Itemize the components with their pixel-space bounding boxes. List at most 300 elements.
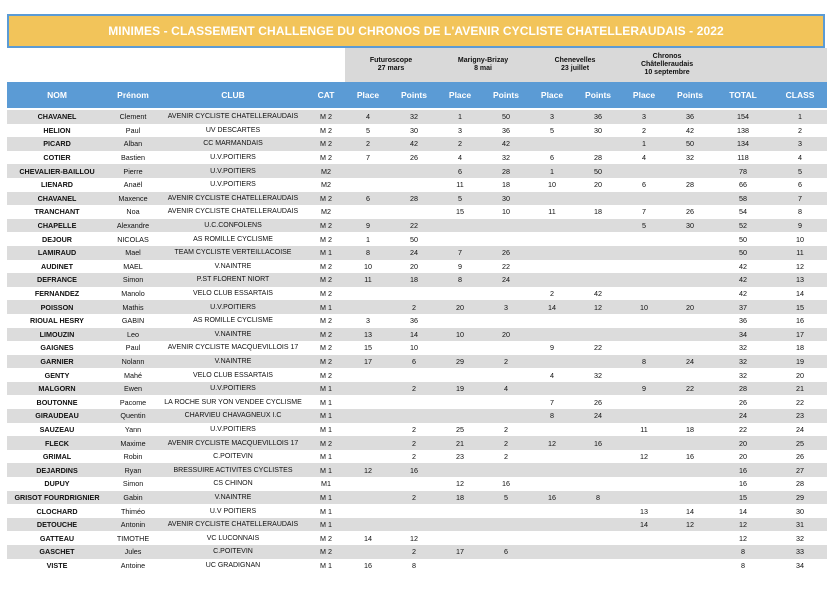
cell-cat: M 1 — [307, 559, 345, 573]
cell-club: BRESSUIRE ACTIVITES CYCLISTES — [159, 463, 307, 477]
cell-place-race2: 1 — [437, 109, 483, 124]
cell-place-race4: 14 — [621, 518, 667, 532]
cell-points-race3: 20 — [575, 178, 621, 192]
cell-place-race3: 12 — [529, 436, 575, 450]
cell-points-race1: 28 — [391, 192, 437, 206]
cell-club: AS ROMILLE CYCLISME — [159, 314, 307, 328]
cell-nom: LIMOUZIN — [7, 328, 107, 342]
cell-class: 15 — [773, 300, 827, 314]
cell-total: 42 — [713, 273, 773, 287]
cell-points-race3 — [575, 192, 621, 206]
cell-total: 118 — [713, 151, 773, 165]
cell-total: 37 — [713, 300, 773, 314]
table-row — [7, 477, 827, 491]
cell-place-race1 — [345, 491, 391, 505]
cell-place-race1: 13 — [345, 328, 391, 342]
race-header-blank-right — [713, 48, 827, 82]
cell-points-race1: 10 — [391, 341, 437, 355]
cell-place-race4 — [621, 545, 667, 559]
cell-cat: M2 — [307, 205, 345, 219]
cell-points-race2: 16 — [483, 477, 529, 491]
cell-place-race4: 2 — [621, 124, 667, 138]
cell-place-race4: 8 — [621, 355, 667, 369]
race-header-chenevelles — [529, 48, 621, 82]
cell-points-race4: 24 — [667, 355, 713, 369]
cell-nom: PICARD — [7, 137, 107, 151]
cell-cat: M2 — [307, 178, 345, 192]
cell-place-race2 — [437, 219, 483, 233]
cell-place-race3: 9 — [529, 341, 575, 355]
cell-total: 28 — [713, 382, 773, 396]
cell-total: 42 — [713, 287, 773, 301]
cell-points-race2: 10 — [483, 205, 529, 219]
cell-points-race4 — [667, 164, 713, 178]
cell-total: 50 — [713, 246, 773, 260]
cell-total: 36 — [713, 314, 773, 328]
cell-place-race2: 23 — [437, 450, 483, 464]
cell-prenom: Mael — [107, 246, 159, 260]
cell-points-race4 — [667, 328, 713, 342]
cell-nom: CHAVANEL — [7, 192, 107, 206]
cell-total: 12 — [713, 531, 773, 545]
cell-place-race1: 2 — [345, 137, 391, 151]
cell-total: 54 — [713, 205, 773, 219]
cell-cat: M 2 — [307, 192, 345, 206]
cell-prenom: MAEL — [107, 260, 159, 274]
cell-place-race1: 12 — [345, 463, 391, 477]
cell-club: CHARVIEU CHAVAGNEUX I.C — [159, 409, 307, 423]
cell-place-race1: 14 — [345, 531, 391, 545]
race-header-row — [7, 48, 827, 82]
cell-place-race3 — [529, 518, 575, 532]
cell-points-race3 — [575, 314, 621, 328]
cell-place-race3: 16 — [529, 491, 575, 505]
cell-place-race4 — [621, 341, 667, 355]
cell-nom: COTIER — [7, 151, 107, 165]
cell-place-race4 — [621, 246, 667, 260]
cell-points-race4 — [667, 531, 713, 545]
cell-prenom: Ryan — [107, 463, 159, 477]
cell-points-race1: 32 — [391, 109, 437, 124]
cell-points-race2: 30 — [483, 192, 529, 206]
cell-points-race1: 14 — [391, 328, 437, 342]
cell-cat: M 2 — [307, 137, 345, 151]
cell-cat: M 2 — [307, 124, 345, 138]
cell-points-race2: 20 — [483, 328, 529, 342]
cell-place-race2 — [437, 314, 483, 328]
cell-place-race3 — [529, 477, 575, 491]
cell-place-race2: 10 — [437, 328, 483, 342]
cell-place-race3 — [529, 192, 575, 206]
cell-prenom: Mathis — [107, 300, 159, 314]
cell-prenom: Clement — [107, 109, 159, 124]
cell-points-race4 — [667, 463, 713, 477]
table-row — [7, 423, 827, 437]
table-row — [7, 109, 827, 124]
cell-points-race3: 32 — [575, 368, 621, 382]
cell-points-race1 — [391, 477, 437, 491]
cell-prenom: Thiméo — [107, 504, 159, 518]
cell-place-race4 — [621, 395, 667, 409]
cell-points-race3 — [575, 260, 621, 274]
cell-points-race1: 2 — [391, 545, 437, 559]
cell-total: 134 — [713, 137, 773, 151]
cell-class: 22 — [773, 395, 827, 409]
cell-place-race1: 3 — [345, 314, 391, 328]
cell-total: 16 — [713, 463, 773, 477]
cell-cat: M 2 — [307, 341, 345, 355]
cell-nom: LIENARD — [7, 178, 107, 192]
cell-club: VELO CLUB ESSARTAIS — [159, 368, 307, 382]
cell-nom: VISTE — [7, 559, 107, 573]
cell-place-race1 — [345, 368, 391, 382]
cell-cat: M 1 — [307, 423, 345, 437]
cell-points-race4 — [667, 368, 713, 382]
cell-points-race4: 30 — [667, 219, 713, 233]
cell-points-race1 — [391, 395, 437, 409]
cell-points-race1: 2 — [391, 491, 437, 505]
cell-place-race1 — [345, 205, 391, 219]
cell-points-race1: 50 — [391, 232, 437, 246]
cell-points-race3: 16 — [575, 436, 621, 450]
cell-place-race2 — [437, 504, 483, 518]
cell-prenom: Alexandre — [107, 219, 159, 233]
table-row — [7, 382, 827, 396]
cell-club: TEAM CYCLISTE VERTEILLACOISE — [159, 246, 307, 260]
cell-points-race3: 50 — [575, 164, 621, 178]
cell-points-race3: 30 — [575, 124, 621, 138]
cell-points-race3 — [575, 423, 621, 437]
cell-club: V.NAINTRE — [159, 260, 307, 274]
cell-nom: AUDINET — [7, 260, 107, 274]
cell-place-race3 — [529, 545, 575, 559]
cell-points-race1: 20 — [391, 260, 437, 274]
cell-points-race1: 12 — [391, 531, 437, 545]
cell-total: 78 — [713, 164, 773, 178]
cell-class: 33 — [773, 545, 827, 559]
cell-place-race3 — [529, 137, 575, 151]
cell-place-race2 — [437, 463, 483, 477]
cell-points-race1 — [391, 504, 437, 518]
cell-total: 50 — [713, 232, 773, 246]
cell-club: AS ROMILLE CYCLISME — [159, 232, 307, 246]
cell-points-race2: 4 — [483, 382, 529, 396]
cell-place-race2: 18 — [437, 491, 483, 505]
cell-prenom: Robin — [107, 450, 159, 464]
race-header-chronos — [621, 48, 713, 82]
col-nom: NOM — [7, 82, 107, 109]
cell-place-race4: 11 — [621, 423, 667, 437]
cell-class: 28 — [773, 477, 827, 491]
table-row — [7, 545, 827, 559]
cell-cat: M 2 — [307, 355, 345, 369]
cell-class: 9 — [773, 219, 827, 233]
cell-place-race4: 1 — [621, 137, 667, 151]
cell-points-race4: 14 — [667, 504, 713, 518]
cell-cat: M 1 — [307, 395, 345, 409]
cell-points-race4 — [667, 260, 713, 274]
table-row — [7, 151, 827, 165]
cell-place-race4 — [621, 287, 667, 301]
table-row — [7, 328, 827, 342]
cell-place-race3: 7 — [529, 395, 575, 409]
cell-total: 8 — [713, 545, 773, 559]
table-row — [7, 341, 827, 355]
cell-class: 34 — [773, 559, 827, 573]
cell-points-race3: 36 — [575, 109, 621, 124]
cell-place-race1: 4 — [345, 109, 391, 124]
cell-points-race4 — [667, 314, 713, 328]
cell-points-race4: 18 — [667, 423, 713, 437]
cell-prenom: Quentin — [107, 409, 159, 423]
cell-place-race4 — [621, 491, 667, 505]
cell-total: 26 — [713, 395, 773, 409]
cell-total: 20 — [713, 450, 773, 464]
cell-place-race4: 12 — [621, 450, 667, 464]
cell-cat: M 2 — [307, 328, 345, 342]
table-row — [7, 559, 827, 573]
cell-points-race1: 6 — [391, 355, 437, 369]
cell-total: 58 — [713, 192, 773, 206]
cell-nom: DEJOUR — [7, 232, 107, 246]
cell-points-race4 — [667, 246, 713, 260]
cell-place-race3 — [529, 504, 575, 518]
cell-points-race3 — [575, 219, 621, 233]
cell-class: 30 — [773, 504, 827, 518]
table-row — [7, 504, 827, 518]
cell-place-race4 — [621, 164, 667, 178]
cell-club: AVENIR CYCLISTE CHATELLERAUDAIS — [159, 205, 307, 219]
cell-points-race1: 42 — [391, 137, 437, 151]
cell-place-race4 — [621, 192, 667, 206]
cell-prenom: Jules — [107, 545, 159, 559]
cell-points-race3: 24 — [575, 409, 621, 423]
cell-cat: M 2 — [307, 436, 345, 450]
cell-place-race2: 19 — [437, 382, 483, 396]
cell-class: 25 — [773, 436, 827, 450]
cell-place-race2 — [437, 368, 483, 382]
cell-nom: MALGORN — [7, 382, 107, 396]
cell-club: AVENIR CYCLISTE CHATELLERAUDAIS — [159, 518, 307, 532]
cell-points-race3 — [575, 559, 621, 573]
race-date: 27 mars — [377, 65, 405, 72]
cell-total: 32 — [713, 355, 773, 369]
cell-place-race1: 5 — [345, 124, 391, 138]
cell-points-race1: 2 — [391, 423, 437, 437]
cell-prenom: Simon — [107, 477, 159, 491]
cell-points-race2 — [483, 463, 529, 477]
cell-place-race1 — [345, 395, 391, 409]
cell-cat: M 1 — [307, 382, 345, 396]
cell-points-race1: 2 — [391, 436, 437, 450]
cell-place-race4: 5 — [621, 219, 667, 233]
cell-total: 12 — [713, 518, 773, 532]
cell-club: VC LUCONNAIS — [159, 531, 307, 545]
cell-class: 7 — [773, 192, 827, 206]
table-row — [7, 395, 827, 409]
cell-club: U.V.POITIERS — [159, 423, 307, 437]
cell-total: 15 — [713, 491, 773, 505]
cell-place-race2: 29 — [437, 355, 483, 369]
cell-prenom: TIMOTHE — [107, 531, 159, 545]
cell-prenom: Yann — [107, 423, 159, 437]
race-name: Futuroscope — [369, 57, 413, 64]
cell-points-race1 — [391, 518, 437, 532]
cell-points-race2 — [483, 232, 529, 246]
col-class: CLASS — [773, 82, 827, 109]
cell-points-race1 — [391, 178, 437, 192]
race-header-futuroscope — [345, 48, 437, 82]
cell-prenom: NICOLAS — [107, 232, 159, 246]
cell-prenom: Anaël — [107, 178, 159, 192]
col-total: TOTAL — [713, 82, 773, 109]
cell-class: 23 — [773, 409, 827, 423]
cell-place-race4: 3 — [621, 109, 667, 124]
cell-nom: DEFRANCE — [7, 273, 107, 287]
cell-cat: M 2 — [307, 151, 345, 165]
cell-place-race3 — [529, 314, 575, 328]
table-row — [7, 463, 827, 477]
cell-cat: M 2 — [307, 287, 345, 301]
cell-place-race4: 4 — [621, 151, 667, 165]
cell-nom: GIRAUDEAU — [7, 409, 107, 423]
cell-place-race2: 11 — [437, 178, 483, 192]
cell-prenom: Pacome — [107, 395, 159, 409]
table-row — [7, 450, 827, 464]
cell-points-race4 — [667, 559, 713, 573]
cell-prenom: Gabin — [107, 491, 159, 505]
cell-points-race2: 2 — [483, 423, 529, 437]
cell-cat: M 2 — [307, 219, 345, 233]
cell-class: 26 — [773, 450, 827, 464]
cell-points-race1: 24 — [391, 246, 437, 260]
cell-place-race1: 15 — [345, 341, 391, 355]
cell-cat: M 1 — [307, 491, 345, 505]
cell-place-race1: 6 — [345, 192, 391, 206]
col-club: CLUB — [159, 82, 307, 109]
cell-club: U.V.POITIERS — [159, 178, 307, 192]
cell-points-race2: 2 — [483, 450, 529, 464]
cell-cat: M 1 — [307, 518, 345, 532]
cell-total: 14 — [713, 504, 773, 518]
cell-place-race2 — [437, 409, 483, 423]
cell-points-race2: 22 — [483, 260, 529, 274]
cell-nom: GASCHET — [7, 545, 107, 559]
cell-class: 24 — [773, 423, 827, 437]
cell-points-race1: 36 — [391, 314, 437, 328]
cell-club: V.NAINTRE — [159, 328, 307, 342]
cell-prenom: Antonin — [107, 518, 159, 532]
cell-points-race1: 26 — [391, 151, 437, 165]
cell-points-race4 — [667, 545, 713, 559]
cell-cat: M 1 — [307, 504, 345, 518]
cell-place-race2: 7 — [437, 246, 483, 260]
cell-total: 32 — [713, 368, 773, 382]
cell-place-race3 — [529, 382, 575, 396]
cell-points-race2 — [483, 219, 529, 233]
cell-nom: GRIMAL — [7, 450, 107, 464]
cell-club: U.V POITIERS — [159, 504, 307, 518]
cell-points-race2: 24 — [483, 273, 529, 287]
cell-club: U.V.POITIERS — [159, 151, 307, 165]
cell-points-race3 — [575, 382, 621, 396]
cell-nom: BOUTONNE — [7, 395, 107, 409]
col-prenom: Prénom — [107, 82, 159, 109]
cell-place-race3 — [529, 355, 575, 369]
cell-class: 13 — [773, 273, 827, 287]
cell-place-race3 — [529, 423, 575, 437]
cell-place-race2: 17 — [437, 545, 483, 559]
cell-nom: RIOUAL HESRY — [7, 314, 107, 328]
cell-cat: M 2 — [307, 531, 345, 545]
cell-place-race2: 9 — [437, 260, 483, 274]
race-header-marigny — [437, 48, 529, 82]
cell-points-race1: 2 — [391, 382, 437, 396]
cell-cat: M 1 — [307, 450, 345, 464]
cell-prenom: Antoine — [107, 559, 159, 573]
table-row — [7, 531, 827, 545]
cell-place-race1 — [345, 518, 391, 532]
cell-place-race3: 4 — [529, 368, 575, 382]
cell-prenom: Leo — [107, 328, 159, 342]
page-title: MINIMES - CLASSEMENT CHALLENGE DU CHRONOS DE L'AVENIR CYCLISTE CHATELLERAUDAIS - 2022 — [7, 14, 825, 48]
cell-total: 32 — [713, 341, 773, 355]
cell-points-race2 — [483, 341, 529, 355]
cell-place-race1 — [345, 545, 391, 559]
cell-prenom: Simon — [107, 273, 159, 287]
cell-nom: FLECK — [7, 436, 107, 450]
table-row — [7, 192, 827, 206]
cell-class: 1 — [773, 109, 827, 124]
cell-class: 3 — [773, 137, 827, 151]
cell-club: VELO CLUB ESSARTAIS — [159, 287, 307, 301]
cell-club: V.NAINTRE — [159, 491, 307, 505]
cell-prenom: Noa — [107, 205, 159, 219]
cell-place-race1: 10 — [345, 260, 391, 274]
cell-points-race2: 3 — [483, 300, 529, 314]
cell-points-race4 — [667, 232, 713, 246]
table-row — [7, 124, 827, 138]
table-row — [7, 409, 827, 423]
cell-total: 52 — [713, 219, 773, 233]
cell-points-race4 — [667, 409, 713, 423]
cell-place-race3: 2 — [529, 287, 575, 301]
col-points: Points — [483, 82, 529, 109]
table-row — [7, 300, 827, 314]
cell-total: 8 — [713, 559, 773, 573]
cell-class: 16 — [773, 314, 827, 328]
cell-place-race2 — [437, 232, 483, 246]
cell-place-race2: 25 — [437, 423, 483, 437]
cell-place-race2: 5 — [437, 192, 483, 206]
cell-club: UC GRADIGNAN — [159, 559, 307, 573]
cell-points-race3: 22 — [575, 341, 621, 355]
cell-cat: M 1 — [307, 463, 345, 477]
cell-points-race1 — [391, 205, 437, 219]
cell-place-race4 — [621, 232, 667, 246]
race-header-blank — [7, 48, 345, 82]
race-date: 23 juillet — [561, 65, 590, 72]
cell-points-race4 — [667, 477, 713, 491]
cell-prenom: Ewen — [107, 382, 159, 396]
cell-points-race4: 50 — [667, 137, 713, 151]
cell-points-race1: 16 — [391, 463, 437, 477]
cell-points-race3 — [575, 232, 621, 246]
cell-place-race2 — [437, 518, 483, 532]
cell-class: 14 — [773, 287, 827, 301]
table-row — [7, 314, 827, 328]
table-row — [7, 368, 827, 382]
